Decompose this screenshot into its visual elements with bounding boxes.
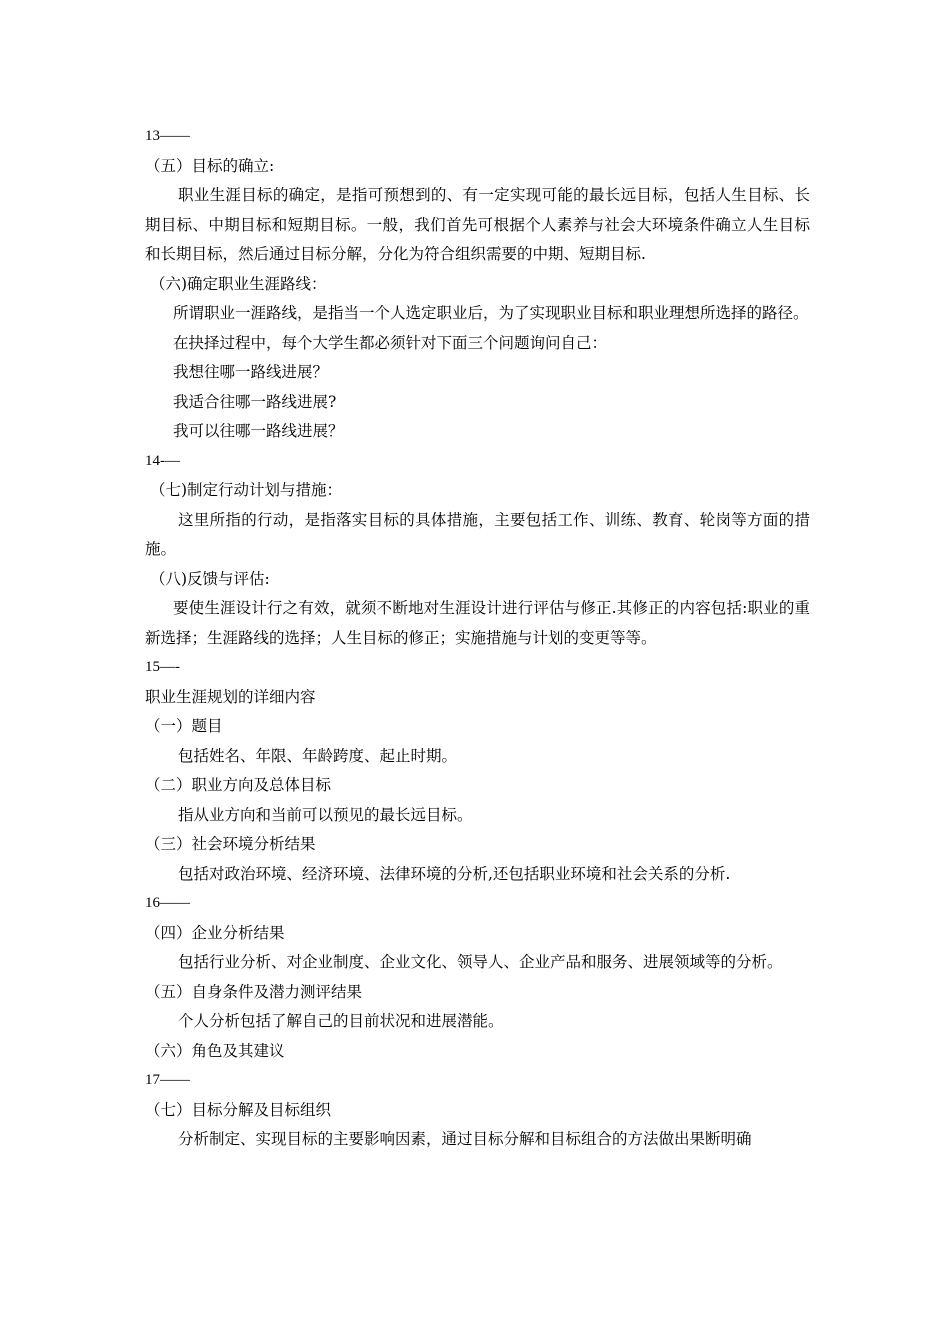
section-heading: （五）目标的确立: xyxy=(145,156,275,175)
section-heading: （二）职业方向及总体目标 xyxy=(145,776,332,794)
section-heading: （八)反馈与评估: xyxy=(150,569,270,588)
section-heading: （五）自身条件及潜力测评结果 xyxy=(145,982,363,1001)
paragraph: 要使生涯设计行之有效，就须不断地对生涯设计进行评估与修正.其修正的内容包括:职业的重新选择；生涯路线的选择；人生目标的修正；实施措施与计划的变更等等。 xyxy=(145,599,810,647)
section-heading: （六)确定职业生涯路线： xyxy=(150,274,327,293)
section-heading: （六）角色及其建议 xyxy=(145,1041,285,1060)
paragraph: 在抉择过程中，每个大学生都必须针对下面三个问题询问自己： xyxy=(173,333,608,352)
document-body xyxy=(145,122,810,1155)
section-heading: （七）目标分解及目标组织 xyxy=(145,1100,332,1119)
paragraph: 职业生涯目标的确定，是指可预想到的、有一定实现可能的最长远目标，包括人生目标、长期目标、中期目标和短期目标。一般，我们首先可根据个人素养与社会大环境条件确立人生目标和长期目标，然后通过目标分解，分化为符合组织需要的中期、短期目标. xyxy=(145,186,810,263)
paragraph: 个人分析包括了解自己的目前状况和进展潜能。 xyxy=(178,1012,504,1030)
paragraph: 包括姓名、年限、年龄跨度、起止时期。 xyxy=(178,746,458,765)
page-marker: 16—— xyxy=(145,895,190,911)
paragraph: 包括行业分析、对企业制度、企业文化、领导人、企业产品和服务、进展领域等的分析。 xyxy=(178,953,783,971)
paragraph: 指从业方向和当前可以预见的最长远目标。 xyxy=(178,805,473,824)
section-heading: （四）企业分析结果 xyxy=(145,923,285,942)
page-marker: 17—— xyxy=(145,1072,190,1088)
page-marker: 14-— xyxy=(145,452,180,469)
question-item: 我想往哪一路线进展？ xyxy=(173,363,329,381)
paragraph: 分析制定、实现目标的主要影响因素，通过目标分解和目标组合的方法做出果断明确 xyxy=(178,1130,752,1148)
section-heading: （三）社会环境分析结果 xyxy=(145,835,316,853)
document-subtitle: 职业生涯规划的详细内容 xyxy=(145,687,316,706)
page-marker: 15—- xyxy=(145,659,180,675)
section-heading: （一）题目 xyxy=(145,717,223,735)
page-marker: 13—— xyxy=(145,128,190,144)
section-heading: （七)制定行动计划与措施： xyxy=(150,481,343,499)
question-item: 我可以往哪一路线进展？ xyxy=(173,422,344,440)
paragraph: 这里所指的行动，是指落实目标的具体措施，主要包括工作、训练、教育、轮岗等方面的措施。 xyxy=(145,510,810,558)
question-item: 我适合往哪一路线进展? xyxy=(173,392,337,411)
paragraph: 所谓职业一涯路线，是指当一个人选定职业后，为了实现职业目标和职业理想所选择的路径。 xyxy=(173,304,809,322)
paragraph: 包括对政治环境、经济环境、法律环境的分析,还包括职业环境和社会关系的分析. xyxy=(178,864,731,883)
